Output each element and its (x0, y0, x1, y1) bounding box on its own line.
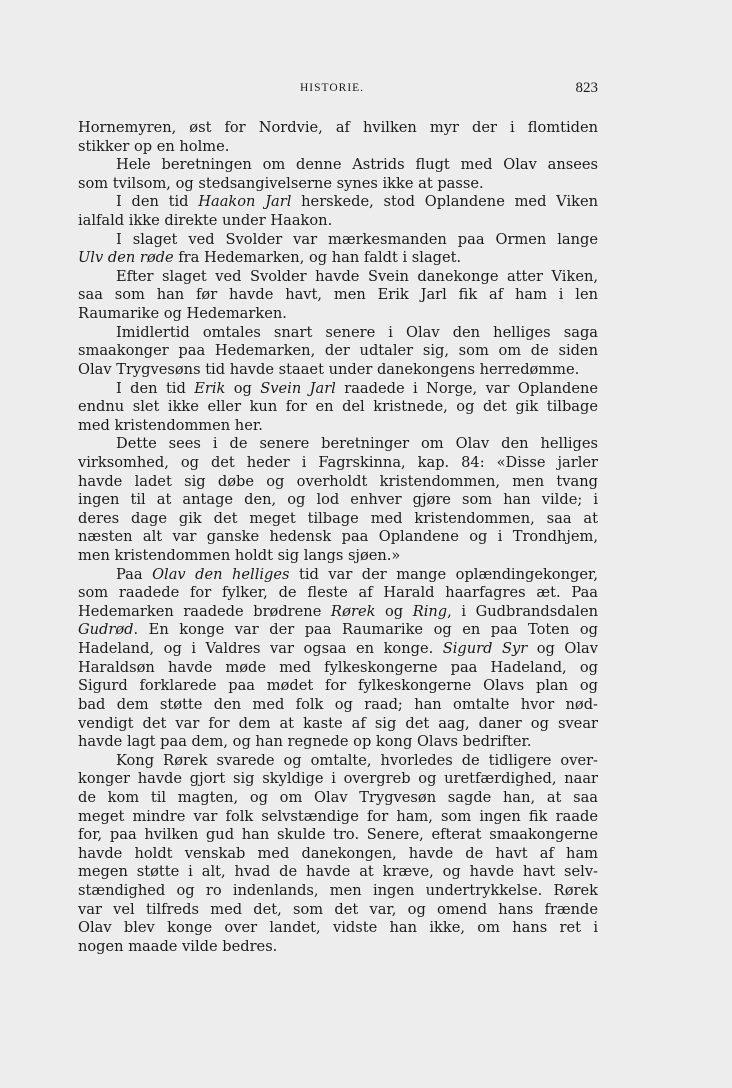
italic-text-segment: Olav den helliges (152, 565, 290, 583)
text-segment: stikker op en holme. (78, 137, 230, 155)
italic-text-segment: Svein Jarl (260, 379, 336, 397)
text-segment: Hadeland, og i Valdres var ogsaa en konge. (78, 640, 443, 658)
running-head (78, 80, 598, 102)
text-line (78, 473, 598, 492)
text-line (78, 715, 598, 734)
text-line (78, 510, 598, 529)
text-line (78, 808, 598, 827)
text-line (78, 770, 598, 789)
text-line (78, 901, 598, 920)
text-segment: Hornemyren, øst for Nordvie, af hvilken myr der i flomtiden (78, 119, 598, 136)
text-segment: ingen til at antage den, og lod enhver gjøre som han vilde; i (78, 491, 598, 509)
text-segment: stændighed og ro indenlands, men ingen undertrykkelse. Rørek (78, 881, 598, 899)
italic-text-segment: Gudrød (78, 621, 134, 639)
text-segment: smaakonger paa Hedemarken, der udtaler sig, som om de siden (78, 342, 598, 360)
text-line (78, 342, 598, 361)
text-segment: ialfald ikke direkte under Haakon. (78, 212, 333, 230)
italic-text-segment: Ulv den røde (78, 249, 174, 267)
text-segment: herskede, stod Oplandene med Viken (291, 193, 598, 211)
text-segment: konger havde gjort sig skyldige i overgreb og uretfærdighed, naar (78, 770, 598, 788)
text-segment: fra Hedemarken, og han faldt i slaget. (173, 249, 462, 267)
text-segment: havde lagt paa dem, og han regnede op kong Olavs bedrifter. (78, 733, 532, 751)
text-segment: men kristendommen holdt sig langs sjøen.» (78, 547, 401, 565)
italic-text-segment: Rørek (330, 602, 376, 620)
text-segment: som raadede for fylker, de fleste af Harald haarfagres æt. Paa (78, 584, 598, 602)
text-line (78, 677, 598, 696)
text-line (78, 659, 598, 678)
text-segment: virksomhed, og det heder i Fagrskinna, kap. 84: «Disse jarler (78, 453, 598, 471)
text-line (78, 398, 598, 417)
text-line (78, 528, 598, 547)
text-segment: Olav blev konge over landet, vidste han ikke, om hans ret i (78, 919, 598, 937)
text-line (78, 603, 598, 622)
text-line (78, 863, 598, 882)
text-line (78, 919, 598, 938)
text-segment: som tvilsom, og stedsangivelserne synes ikke at passe. (78, 174, 484, 192)
text-segment: med kristendommen her. (78, 416, 263, 434)
text-segment: meget mindre var folk selvstændige for ham, som ingen fik raade (78, 807, 598, 825)
text-line (78, 789, 598, 808)
text-segment: endnu slet ikke eller kun for en del kristnede, og det gik tilbage (78, 398, 598, 416)
text-line (78, 193, 598, 212)
text-segment: , i Gudbrandsdalen (447, 602, 599, 620)
text-line (78, 733, 598, 752)
text-segment: raadede i Norge, var Oplandene (335, 379, 599, 397)
text-line (78, 380, 598, 399)
text-segment: I slaget ved Svolder var mærkesmanden paa Ormen lange (116, 230, 598, 248)
body-text (78, 119, 598, 956)
text-segment: var vel tilfreds med det, som det var, og omend hans frænde (78, 900, 598, 918)
text-segment: og (375, 602, 413, 620)
text-segment: Raumarike og Hedemarken. (78, 305, 287, 323)
text-line (78, 268, 598, 287)
italic-text-segment: Sigurd Syr (442, 640, 528, 658)
text-line (78, 845, 598, 864)
text-segment: Haraldsøn havde møde med fylkeskongerne paa Hadeland, og (78, 658, 598, 676)
text-line (78, 547, 598, 566)
text-segment: megen støtte i alt, hvad de havde at kræve, og havde havt selv- (78, 863, 598, 881)
text-segment: Imidlertid omtales snart senere i Olav den helliges saga (116, 323, 598, 341)
text-segment: vendigt det var for dem at kaste af sig det aag, daner og svear (78, 714, 598, 732)
text-line (78, 156, 598, 175)
text-line (78, 212, 598, 231)
text-line (78, 752, 598, 771)
text-line (78, 454, 598, 473)
text-line (78, 826, 598, 845)
text-segment: tid var der mange oplændingekonger, (289, 565, 598, 583)
italic-text-segment: Haakon Jarl (198, 193, 292, 211)
text-segment: og (225, 379, 261, 397)
italic-text-segment: Erik (194, 379, 226, 397)
text-line (78, 305, 598, 324)
text-line (78, 175, 598, 194)
section-title: HISTORIE. (300, 82, 365, 94)
text-line (78, 119, 598, 138)
text-line (78, 435, 598, 454)
text-line (78, 138, 598, 157)
text-line (78, 417, 598, 436)
text-segment: . En konge var der paa Raumarike og en paa Toten og (133, 621, 598, 639)
text-segment: bad dem støtte den med folk og raad; han omtalte hvor nød- (78, 695, 598, 713)
text-segment: I den tid (116, 193, 199, 211)
text-line (78, 584, 598, 603)
text-line (78, 491, 598, 510)
text-segment: Kong Rørek svarede og omtalte, hvorledes de tidligere over- (116, 751, 598, 769)
text-line (78, 231, 598, 250)
text-line (78, 286, 598, 305)
text-segment: Olav Trygvesøns tid havde staaet under danekongens herredømme. (78, 360, 580, 378)
text-line (78, 696, 598, 715)
text-segment: Efter slaget ved Svolder havde Svein danekonge atter Viken, (116, 267, 598, 285)
text-segment: Dette sees i de senere beretninger om Olav den helliges (116, 435, 598, 453)
text-line (78, 640, 598, 659)
text-line (78, 324, 598, 343)
text-line (78, 566, 598, 585)
text-segment: næsten alt var ganske hedensk paa Oplandene og i Trondhjem, (78, 528, 598, 546)
text-segment: nogen maade vilde bedres. (78, 937, 278, 955)
text-segment: Paa (116, 565, 153, 583)
text-segment: I den tid (116, 379, 195, 397)
text-segment: for, paa hvilken gud han skulde tro. Senere, efterat smaakongerne (78, 826, 598, 844)
text-line (78, 249, 598, 268)
text-segment: og Olav (527, 640, 598, 658)
text-line (78, 938, 598, 957)
text-line (78, 621, 598, 640)
text-segment: havde holdt venskab med danekongen, havde de havt af ham (78, 844, 598, 862)
italic-text-segment: Ring (412, 602, 448, 620)
text-segment: Sigurd forklarede paa mødet for fylkeskongerne Olavs plan og (78, 677, 598, 695)
text-segment: Hele beretningen om denne Astrids flugt med Olav ansees (116, 156, 598, 174)
text-line (78, 882, 598, 901)
text-segment: de kom til magten, og om Olav Trygvesøn sagde han, at saa (78, 788, 598, 806)
text-segment: saa som han før havde havt, men Erik Jarl fik af ham i len (78, 286, 598, 304)
text-line (78, 361, 598, 380)
text-segment: havde ladet sig døbe og overholdt kristendommen, men tvang (78, 472, 598, 490)
page-number: 823 (575, 80, 598, 96)
text-segment: deres dage gik det meget tilbage med kristendommen, saa at (78, 509, 598, 527)
text-segment: Hedemarken raadede brødrene (78, 602, 331, 620)
